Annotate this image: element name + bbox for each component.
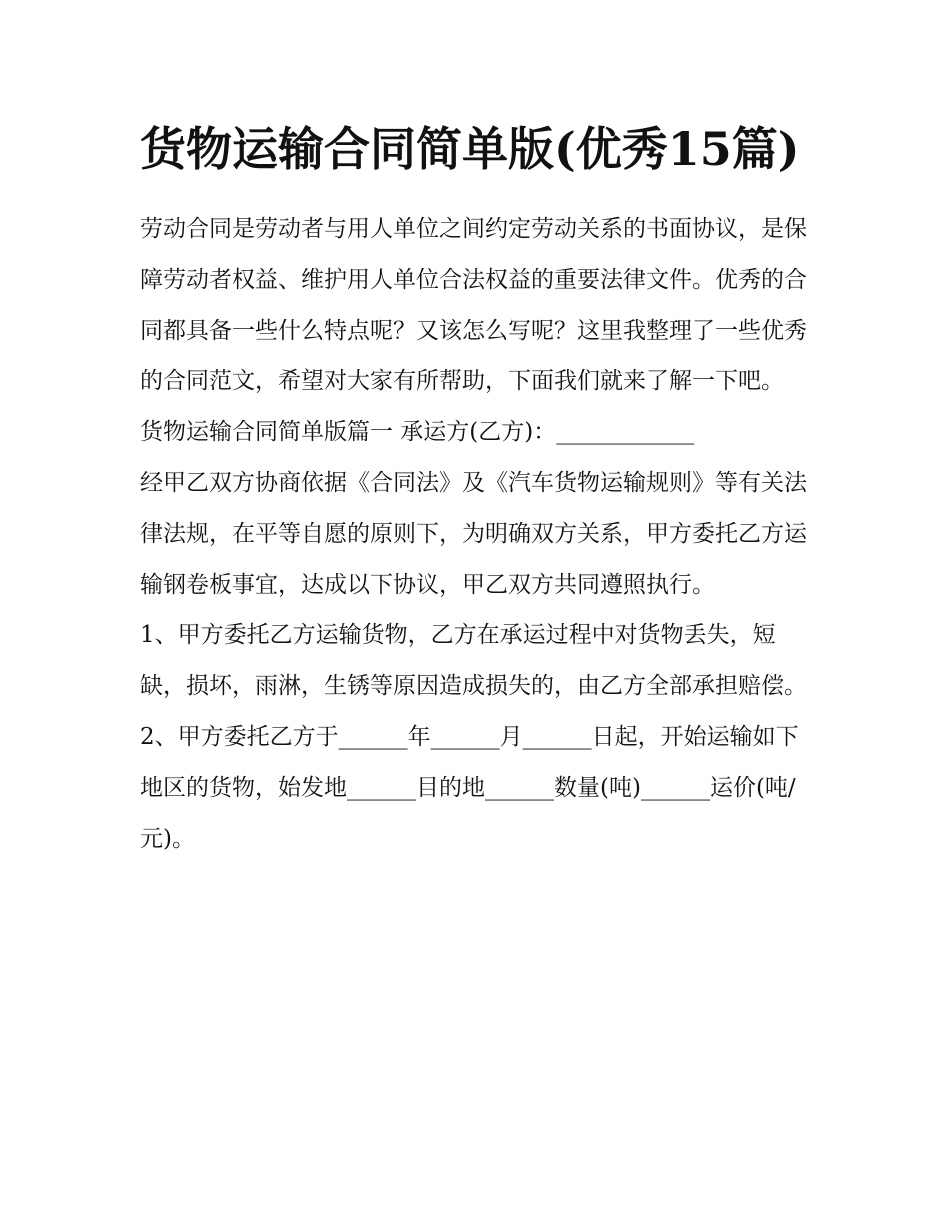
section-heading: 货物运输合同简单版篇一 承运方(乙方)：____________ <box>140 419 695 446</box>
clause-2: 2、甲方委托乙方于______年______月______日起，开始运输如下地区的货物，始发地______目的地______数量(吨)______运价(吨/元)。 <box>140 723 799 852</box>
intro-paragraph: 劳动合同是劳动者与用人单位之间约定劳动关系的书面协议，是保障劳动者权益、维护用人单位合法权益的重要法律文件。优秀的合同都具备一些什么特点呢？又该怎么写呢？这里我整理了一些优秀的合同范文，希望对大家有所帮助，下面我们就来了解一下吧。 <box>140 216 807 395</box>
document-title: 货物运输合同简单版(优秀15篇) <box>140 122 800 176</box>
clause-1: 1、甲方委托乙方运输货物，乙方在承运过程中对货物丢失，短缺，损坏，雨淋，生锈等原因造成损失的，由乙方全部承担赔偿。 <box>140 622 807 700</box>
document-page <box>140 112 820 864</box>
agreement-paragraph: 经甲乙双方协商依据《合同法》及《汽车货物运输规则》等有关法律法规，在平等自愿的原则下，为明确双方关系，甲方委托乙方运输钢卷板事宜，达成以下协议，甲乙双方共同遵照执行。 <box>140 469 807 598</box>
